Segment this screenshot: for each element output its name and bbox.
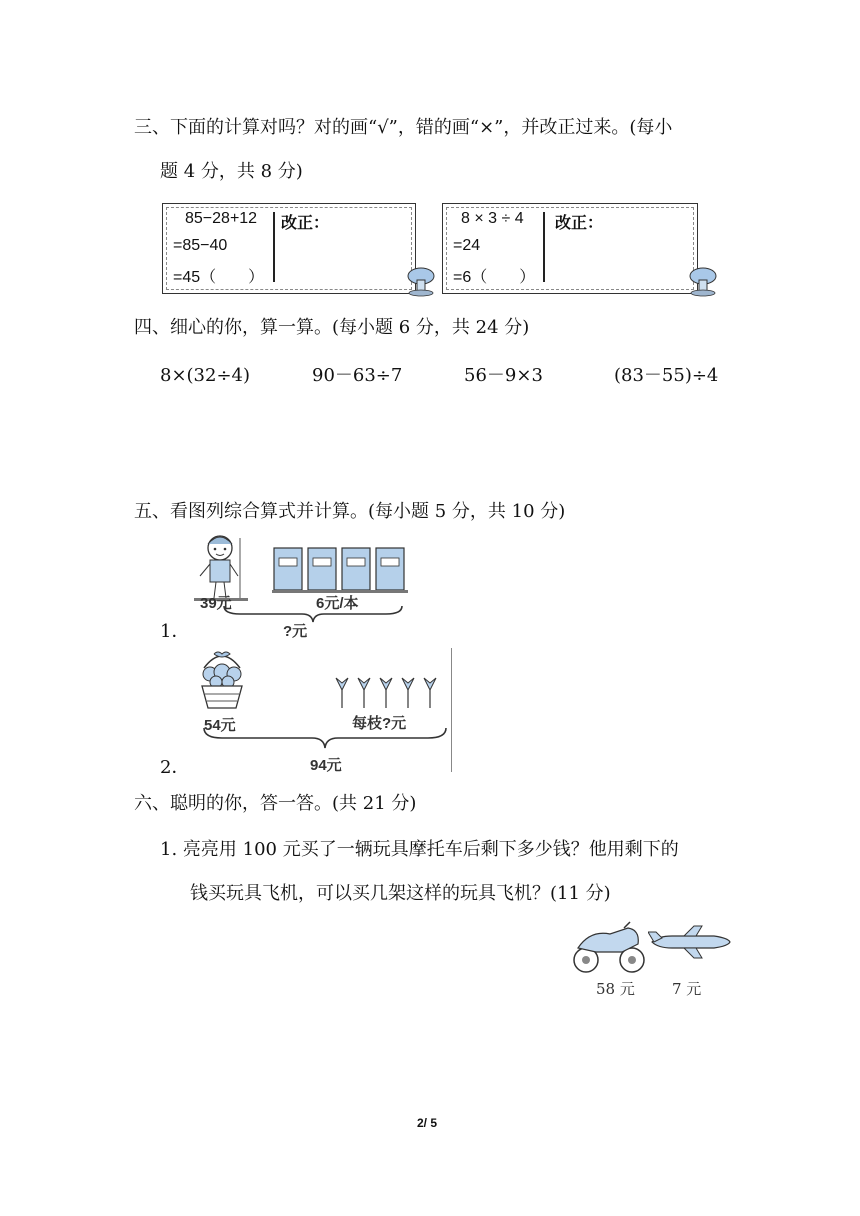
- calc-card-2: [442, 203, 698, 294]
- motorcycle-icon: [570, 920, 654, 976]
- section3-title: 三、下面的计算对吗？对的画“√”，错的画“×”，并改正过来。(每小: [134, 117, 673, 138]
- problem-3: 56－9×3: [464, 365, 543, 386]
- flower-price: 每枝?元: [352, 715, 407, 732]
- book-price: 6元/本: [316, 595, 359, 612]
- q1-number: 1．: [160, 621, 190, 642]
- mushroom-icon: [686, 266, 720, 298]
- problem-4: (83－55)÷4: [614, 365, 719, 386]
- section6-title: 六、聪明的你，答一答。(共 21 分): [134, 793, 417, 814]
- problem-2: 90－63÷7: [312, 365, 403, 386]
- brace-icon: [200, 726, 452, 750]
- section6-q1-line2: 钱买玩具飞机，可以买几架这样的玩具飞机？(11 分): [190, 883, 611, 904]
- calc-card-1: [162, 203, 416, 294]
- problem-1: 8×(32÷4): [160, 365, 251, 386]
- card2-line2: =24: [453, 237, 481, 254]
- card2-line3: =6（ ）: [453, 269, 536, 286]
- section5-title: 五、看图列综合算式并计算。(每小题 5 分，共 10 分): [134, 501, 566, 522]
- brace-icon: [220, 604, 406, 624]
- basket-price: 54元: [204, 717, 236, 734]
- card1-line3: =45（ ）: [173, 269, 265, 286]
- section4-title: 四、细心的你，算一算。(每小题 6 分，共 24 分): [134, 317, 530, 338]
- q2-total: 94元: [310, 757, 342, 774]
- q1-total: ?元: [283, 623, 308, 640]
- card1-line1: 85−28+12: [185, 210, 258, 227]
- vertical-divider: [451, 648, 452, 772]
- flowers-icon: [332, 676, 444, 710]
- card2-fix-label: 改正：: [555, 215, 604, 232]
- card1-divider: [273, 212, 275, 282]
- flower-basket-icon: [192, 648, 252, 712]
- card1-fix-label: 改正：: [281, 215, 330, 232]
- card2-divider: [543, 212, 545, 282]
- mushroom-icon: [404, 266, 438, 298]
- doll-price: 39元: [200, 595, 232, 612]
- plane-price: 7 元: [672, 980, 702, 998]
- q2-number: 2．: [160, 757, 190, 778]
- section6-q1-line1: 1. 亮亮用 100 元买了一辆玩具摩托车后剩下多少钱？他用剩下的: [160, 839, 679, 860]
- section3-title-cont: 题 4 分，共 8 分): [160, 161, 303, 182]
- moto-price: 58 元: [596, 980, 635, 998]
- card1-line2: =85−40: [173, 237, 228, 254]
- airplane-icon: [648, 924, 732, 960]
- notebooks-icon: [272, 546, 408, 594]
- card2-line1: 8 × 3 ÷ 4: [461, 210, 524, 227]
- page-number: 2/ 5: [417, 1116, 438, 1130]
